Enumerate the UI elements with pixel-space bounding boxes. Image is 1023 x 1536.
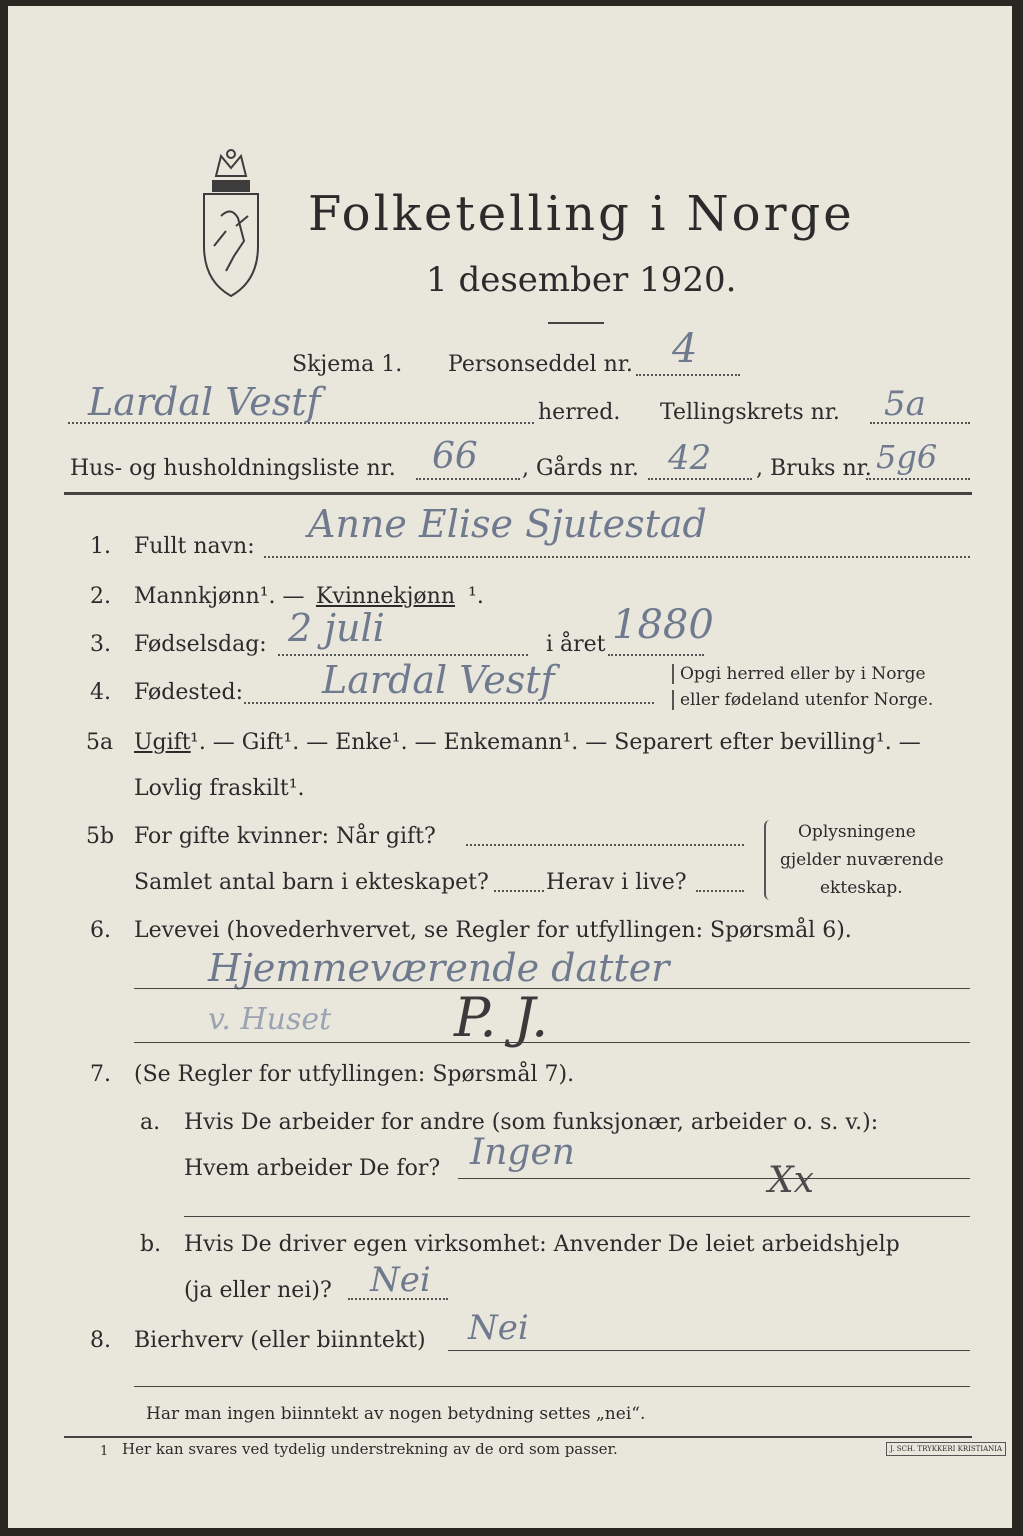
birthplace-note-1: Opgi herred eller by i Norge xyxy=(672,664,926,684)
marital-status-options[interactable]: ¹. — Gift¹. — Enke¹. — Enkemann¹. — Separert efter bevilling¹. — xyxy=(190,730,921,755)
children-total-label: Samlet antal barn i ekteskapet? xyxy=(134,870,489,895)
q6-label: Levevei (hovederhvervet, se Regler for utfyllingen: Spørsmål 6). xyxy=(134,918,852,943)
footnote-mark: 1 xyxy=(100,1444,109,1459)
occupation-value-1: Hjemmeværende datter xyxy=(208,946,670,990)
initials-mark: P. J. xyxy=(454,986,549,1049)
q3-number: 3. xyxy=(90,632,111,657)
q7-number: 7. xyxy=(90,1062,111,1087)
q6-number: 6. xyxy=(90,918,111,943)
census-form xyxy=(8,6,1012,1528)
birthplace-note-2: eller fødeland utenfor Norge. xyxy=(672,690,933,710)
no-income-note: Har man ingen biinntekt av nogen betydning settes „nei“. xyxy=(146,1404,646,1424)
q1-number: 1. xyxy=(90,534,111,559)
q3-label: Fødselsdag: xyxy=(134,632,267,657)
married-when-field[interactable] xyxy=(466,844,744,846)
side-income-field[interactable] xyxy=(448,1350,970,1351)
married-when-label: For gifte kvinner: Når gift? xyxy=(134,824,436,849)
header-rule xyxy=(64,492,972,495)
q7a-question: Hvis De arbeider for andre (som funksjonær, arbeider o. s. v.): xyxy=(184,1110,879,1135)
employer-value: Ingen xyxy=(470,1132,575,1173)
herred-value: Lardal Vestf xyxy=(88,380,321,424)
q4-number: 4. xyxy=(90,680,111,705)
birthplace-field[interactable] xyxy=(244,702,654,704)
children-alive-field[interactable] xyxy=(696,890,744,892)
gards-value: 42 xyxy=(668,438,712,478)
hired-help-label: (ja eller nei)? xyxy=(184,1278,332,1303)
marriage-note-2: gjelder nuværende xyxy=(780,850,944,870)
herred-label: herred. xyxy=(538,400,621,425)
personseddel-field[interactable] xyxy=(636,374,740,376)
q7-label: (Se Regler for utfyllingen: Spørsmål 7). xyxy=(134,1062,575,1087)
occupation-value-2: v. Huset xyxy=(208,1002,332,1037)
footnote-text: Her kan svares ved tydelig understrekning av de ord som passer. xyxy=(122,1440,618,1458)
bruks-value: 5g6 xyxy=(876,438,938,476)
children-total-field[interactable] xyxy=(494,890,544,892)
q2-number: 2. xyxy=(90,584,111,609)
status-divorced-option[interactable]: Lovlig fraskilt¹. xyxy=(134,776,305,801)
full-name-field[interactable] xyxy=(264,556,970,558)
personseddel-value: 4 xyxy=(672,326,698,372)
gards-field[interactable] xyxy=(648,478,752,480)
marriage-note-3: ekteskap. xyxy=(820,878,903,898)
birthday-value: 2 juli xyxy=(288,606,385,650)
side-income-value: Nei xyxy=(468,1308,529,1348)
marriage-note-bracket xyxy=(764,820,774,900)
employer-mark: Xx xyxy=(768,1160,814,1201)
children-alive-label: Herav i live? xyxy=(546,870,687,895)
occupation-line-2[interactable] xyxy=(134,1042,970,1043)
birthday-field[interactable] xyxy=(278,654,528,656)
sex-male-option[interactable]: Mannkjønn¹. — xyxy=(134,584,305,609)
full-name-value: Anne Elise Sjutestad xyxy=(308,502,707,546)
footer-rule xyxy=(64,1436,972,1438)
birthplace-value: Lardal Vestf xyxy=(322,658,555,702)
schema-label: Skjema 1. xyxy=(292,352,403,377)
personseddel-label: Personseddel nr. xyxy=(448,352,633,377)
q7b-question: Hvis De driver egen virksomhet: Anvender De leiet arbeidshjelp xyxy=(184,1232,900,1257)
norway-coat-of-arms-icon xyxy=(186,146,276,306)
employer-line-2[interactable] xyxy=(184,1216,970,1217)
hired-help-value: Nei xyxy=(370,1260,431,1300)
tellingskrets-label: Tellingskrets nr. xyxy=(660,400,840,425)
q8-label: Bierhverv (eller biinntekt) xyxy=(134,1328,426,1353)
marriage-note-1: Oplysningene xyxy=(798,822,916,842)
title-divider xyxy=(548,322,604,324)
census-date: 1 desember 1920. xyxy=(426,260,737,300)
employer-label: Hvem arbeider De for? xyxy=(184,1156,441,1181)
birth-year-label: i året xyxy=(546,632,606,657)
q5b-number: 5b xyxy=(86,824,115,849)
employer-field[interactable] xyxy=(458,1178,970,1179)
sex-female-option[interactable]: Kvinnekjønn xyxy=(316,584,455,609)
household-list-label: Hus- og husholdningsliste nr. xyxy=(70,456,396,481)
sex-footnote-mark: ¹. xyxy=(468,584,484,609)
q7a-letter: a. xyxy=(140,1110,161,1135)
occupation-line-1[interactable] xyxy=(134,988,970,989)
tellingskrets-value: 5a xyxy=(884,384,926,424)
q8-number: 8. xyxy=(90,1328,111,1353)
gards-label: , Gårds nr. xyxy=(522,456,639,481)
q5a-number: 5a xyxy=(86,730,114,755)
bruks-field[interactable] xyxy=(866,478,970,480)
household-list-value: 66 xyxy=(432,436,478,477)
side-income-line-2[interactable] xyxy=(134,1386,970,1387)
birth-year-field[interactable] xyxy=(608,654,704,656)
status-unmarried-option[interactable]: Ugift xyxy=(134,730,191,755)
printer-mark: J. SCH. TRYKKERI KRISTIANIA xyxy=(886,1442,1006,1456)
form-title: Folketelling i Norge xyxy=(308,186,855,242)
birth-year-value: 1880 xyxy=(612,602,714,648)
household-list-field[interactable] xyxy=(416,478,520,480)
bruks-label: , Bruks nr. xyxy=(756,456,872,481)
q7b-letter: b. xyxy=(140,1232,162,1257)
q1-label: Fullt navn: xyxy=(134,534,255,559)
q4-label: Fødested: xyxy=(134,680,244,705)
